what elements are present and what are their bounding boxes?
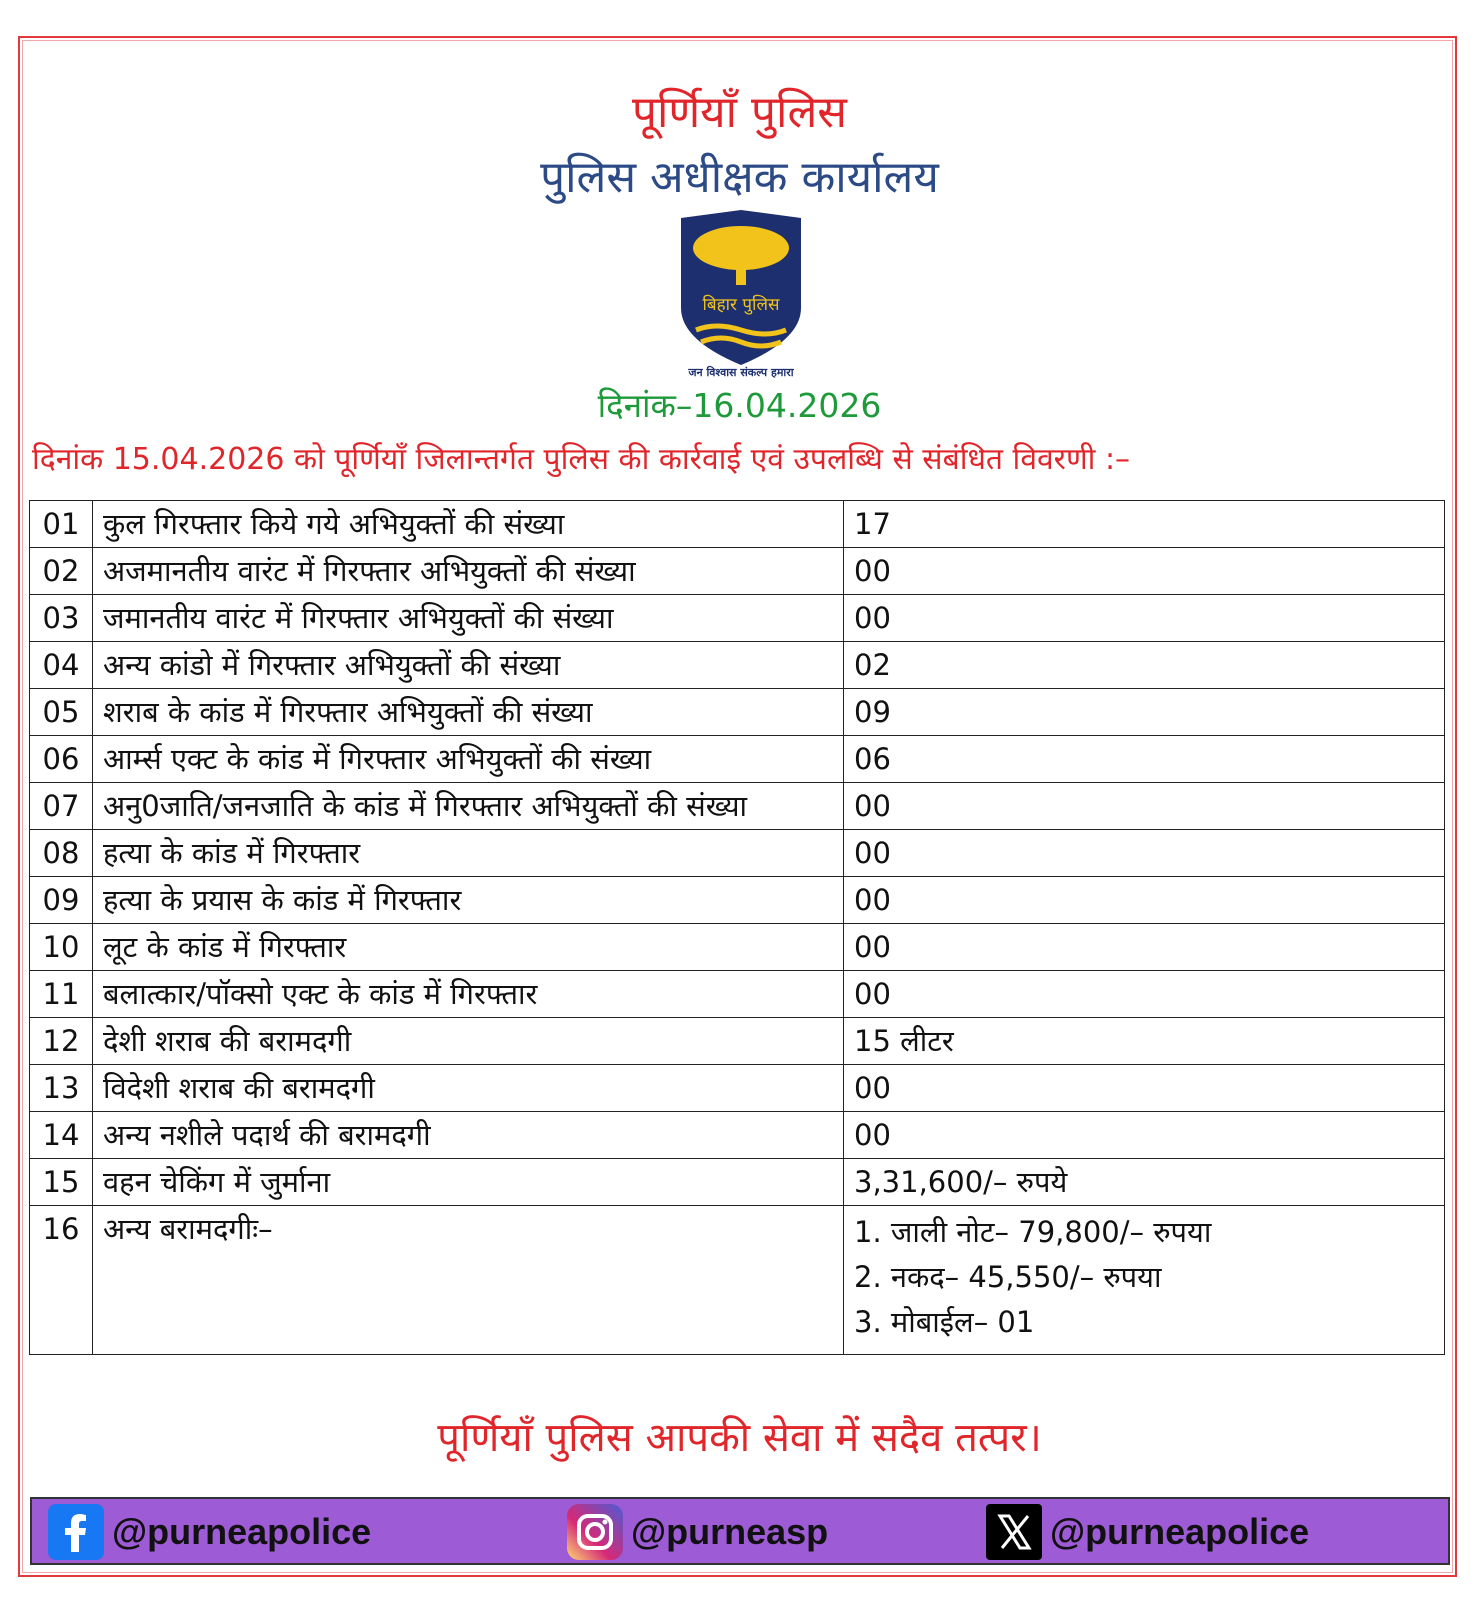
row-description: वहन चेकिंग में जुर्माना — [93, 1159, 844, 1206]
row-description: जमानतीय वारंट में गिरफ्तार अभियुक्तों की संख्या — [93, 595, 844, 642]
instagram-handle: @purneasp — [631, 1511, 829, 1552]
row-value: 06 — [844, 736, 1445, 783]
row-description: हत्या के कांड में गिरफ्तार — [93, 830, 844, 877]
row-value: 15 लीटर — [844, 1018, 1445, 1065]
row-value: 00 — [844, 924, 1445, 971]
row-description: कुल गिरफ्तार किये गये अभियुक्तों की संख्या — [93, 501, 844, 548]
row-description: आर्म्स एक्ट के कांड में गिरफ्तार अभियुक्तों की संख्या — [93, 736, 844, 783]
row-number: 14 — [30, 1112, 93, 1159]
table-row — [30, 1112, 1445, 1159]
logo-text: बिहार पुलिस — [702, 295, 780, 315]
row-number: 07 — [30, 783, 93, 830]
row-value: 17 — [844, 501, 1445, 548]
table-row — [30, 736, 1445, 783]
row-value: 00 — [844, 1065, 1445, 1112]
bihar-police-logo — [676, 210, 806, 380]
row-description: अन्य नशीले पदार्थ की बरामदगी — [93, 1112, 844, 1159]
row-number: 08 — [30, 830, 93, 877]
x-handle: @purneapolice — [1050, 1511, 1310, 1552]
row-description: अन्य बरामदगीः– — [93, 1206, 844, 1355]
office-title: पुलिस अधीक्षक कार्यालय — [540, 152, 939, 203]
row-description: बलात्कार/पॉक्सो एक्ट के कांड में गिरफ्तार — [93, 971, 844, 1018]
row-description: शराब के कांड में गिरफ्तार अभियुक्तों की संख्या — [93, 689, 844, 736]
table-row — [30, 501, 1445, 548]
table-row — [30, 548, 1445, 595]
other-recoveries — [844, 1206, 1445, 1355]
row-description: हत्या के प्रयास के कांड में गिरफ्तार — [93, 877, 844, 924]
row-value: 00 — [844, 830, 1445, 877]
social-bar — [30, 1497, 1450, 1565]
table-row — [30, 783, 1445, 830]
row-description: अजमानतीय वारंट में गिरफ्तार अभियुक्तों की संख्या — [93, 548, 844, 595]
x-link[interactable] — [986, 1503, 1309, 1561]
table-row — [30, 595, 1445, 642]
logo-motto: जन विश्वास संकल्प हमारा — [688, 366, 794, 379]
row-value: 02 — [844, 642, 1445, 689]
row-number: 03 — [30, 595, 93, 642]
facebook-handle: @purneapolice — [112, 1511, 372, 1552]
row-description: अन्य कांडो में गिरफ्तार अभियुक्तों की संख्या — [93, 642, 844, 689]
facebook-icon — [48, 1504, 104, 1560]
list-item: 3. मोबाईल– 01 — [854, 1305, 1035, 1339]
instagram-link[interactable] — [567, 1503, 828, 1561]
row-description: अनु0जाति/जनजाति के कांड में गिरफ्तार अभियुक्तों की संख्या — [93, 783, 844, 830]
facebook-link[interactable] — [48, 1503, 371, 1561]
row-value: 00 — [844, 783, 1445, 830]
row-number: 13 — [30, 1065, 93, 1112]
row-description: लूट के कांड में गिरफ्तार — [93, 924, 844, 971]
row-value: 00 — [844, 548, 1445, 595]
table-row — [30, 689, 1445, 736]
row-value: 00 — [844, 1112, 1445, 1159]
table-row — [30, 924, 1445, 971]
row-number: 12 — [30, 1018, 93, 1065]
row-number: 16 — [30, 1206, 93, 1355]
row-value: 00 — [844, 971, 1445, 1018]
issue-date: दिनांक–16.04.2026 — [597, 386, 882, 425]
row-number: 10 — [30, 924, 93, 971]
row-description: देशी शराब की बरामदगी — [93, 1018, 844, 1065]
table-row — [30, 1159, 1445, 1206]
row-number: 11 — [30, 971, 93, 1018]
table-row — [30, 1065, 1445, 1112]
table-row — [30, 1018, 1445, 1065]
table-row — [30, 642, 1445, 689]
row-number: 15 — [30, 1159, 93, 1206]
list-item: 1. जाली नोट– 79,800/– रुपया — [854, 1215, 1212, 1249]
row-number: 06 — [30, 736, 93, 783]
table-row — [30, 877, 1445, 924]
report-table — [29, 500, 1445, 1355]
page-title: पूर्णियाँ पुलिस — [631, 87, 848, 138]
table-row — [30, 830, 1445, 877]
row-number: 01 — [30, 501, 93, 548]
list-item: 2. नकद– 45,550/– रुपया — [854, 1260, 1162, 1294]
row-number: 04 — [30, 642, 93, 689]
row-value: 09 — [844, 689, 1445, 736]
x-icon — [986, 1504, 1042, 1560]
table-row — [30, 1206, 1445, 1355]
row-value: 00 — [844, 595, 1445, 642]
row-description: विदेशी शराब की बरामदगी — [93, 1065, 844, 1112]
row-value: 3,31,600/– रुपये — [844, 1159, 1445, 1206]
row-value: 00 — [844, 877, 1445, 924]
report-heading: दिनांक 15.04.2026 को पूर्णियाँ जिलान्तर्गत पुलिस की कार्रवाई एवं उपलब्धि से संबंधित विवरणी :– — [32, 442, 1131, 477]
instagram-icon — [567, 1504, 623, 1560]
table-row — [30, 971, 1445, 1018]
row-number: 02 — [30, 548, 93, 595]
row-number: 09 — [30, 877, 93, 924]
row-number: 05 — [30, 689, 93, 736]
footer-slogan: पूर्णियाँ पुलिस आपकी सेवा में सदैव तत्पर। — [437, 1415, 1042, 1461]
